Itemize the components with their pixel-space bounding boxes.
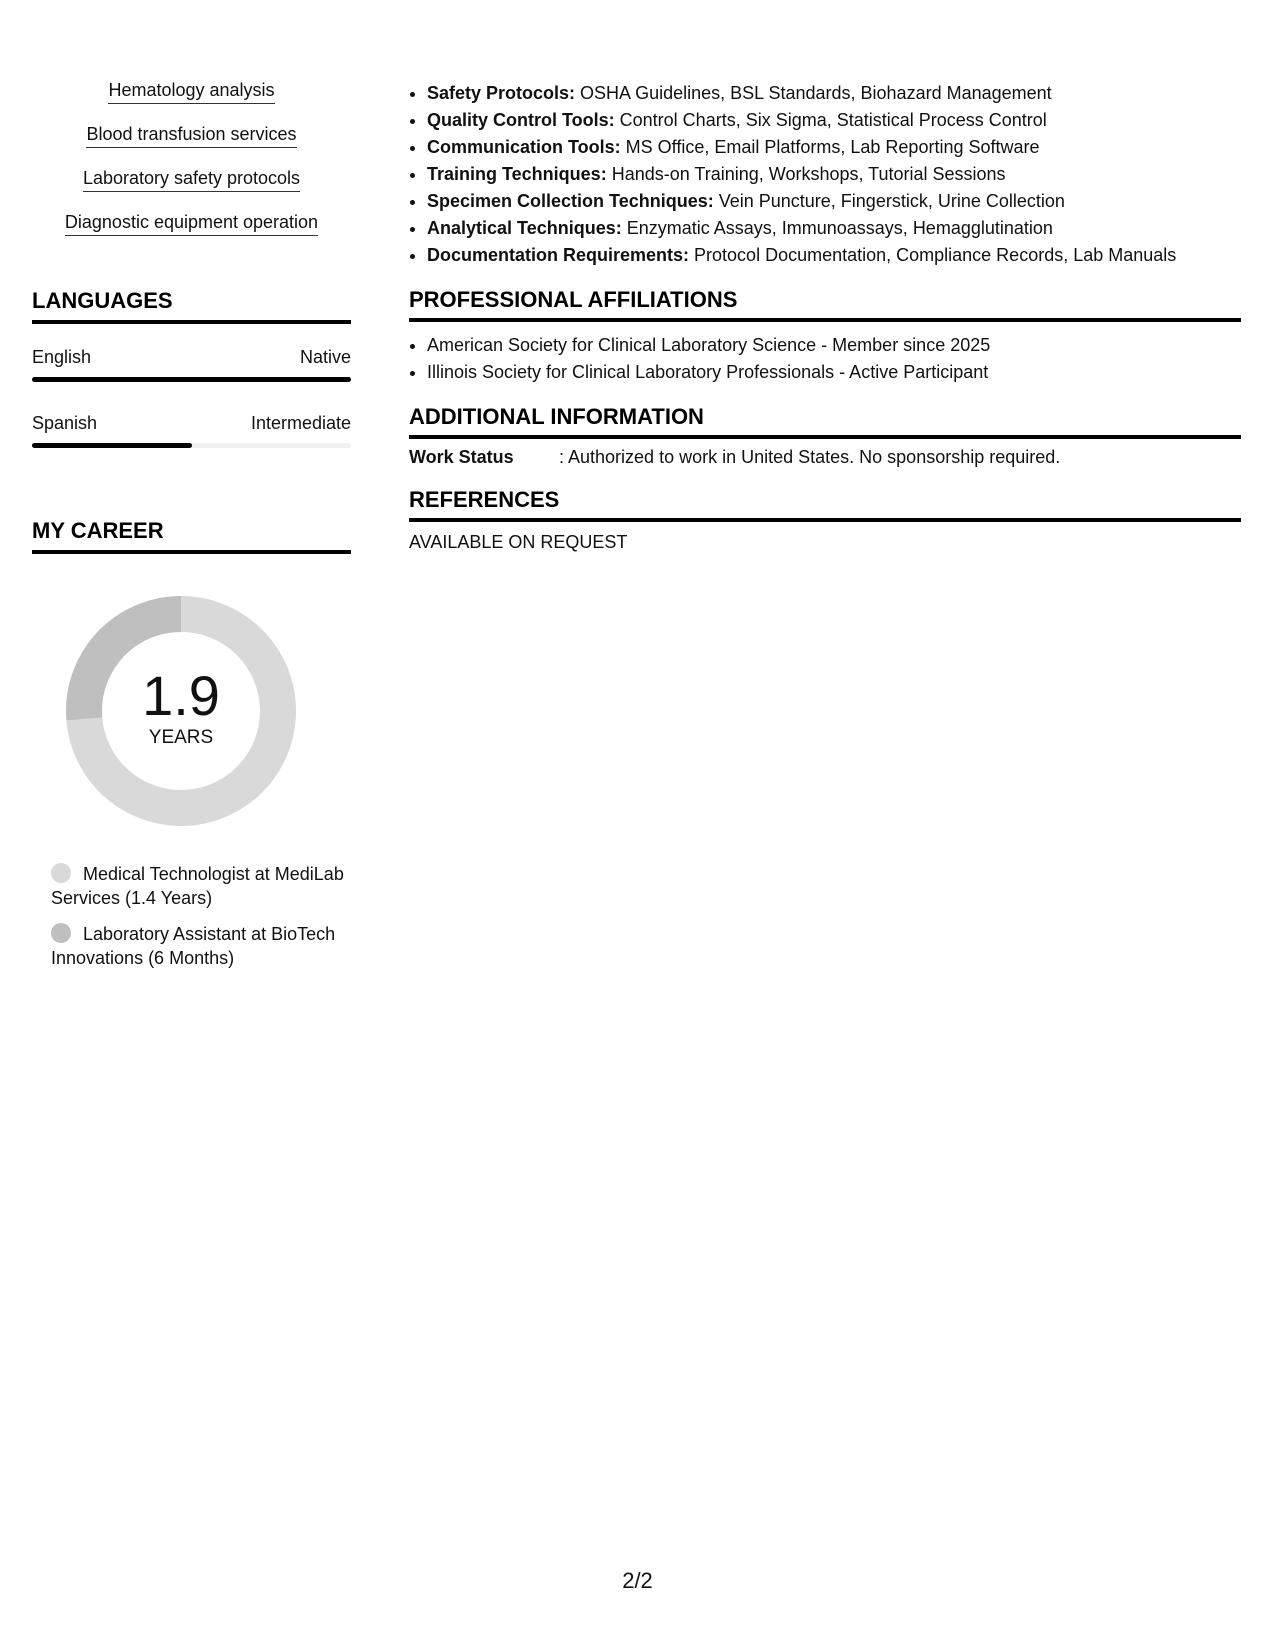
skill-tag: Blood transfusion services	[86, 124, 296, 148]
career-donut-chart	[66, 596, 296, 826]
list-item	[427, 188, 1241, 215]
language-level: Native	[299, 347, 351, 367]
language-level: Intermediate	[250, 413, 351, 433]
list-item	[427, 242, 1241, 269]
skill-label: Communication Tools:	[427, 137, 621, 157]
work-status-row	[409, 445, 1241, 469]
languages-heading: LANGUAGES	[32, 288, 351, 324]
work-status-value: : Authorized to work in United States. No sponsorship required.	[559, 447, 1061, 467]
technical-skills-list	[409, 80, 1241, 269]
language-row-english	[32, 346, 351, 382]
donut-center	[66, 596, 296, 826]
career-total-unit: YEARS	[148, 727, 214, 748]
language-name: English	[32, 347, 92, 367]
skill-text: MS Office, Email Platforms, Lab Reporting Software	[620, 137, 1040, 157]
legend-label: Medical Technologist at MediLab Services (1.4 Years)	[51, 864, 344, 908]
skill-text: Enzymatic Assays, Immunoassays, Hemagglutination	[621, 218, 1053, 238]
left-column	[32, 80, 351, 982]
list-item	[427, 215, 1241, 242]
skill-tag: Diagnostic equipment operation	[65, 212, 318, 236]
language-bar-track	[32, 377, 351, 382]
references-heading: REFERENCES	[409, 487, 1241, 522]
skill-text: Vein Puncture, Fingerstick, Urine Collection	[713, 191, 1065, 211]
career-heading: MY CAREER	[32, 518, 351, 554]
language-bar-fill	[32, 377, 351, 382]
affiliations-list	[409, 332, 1241, 386]
legend-dot-icon	[51, 863, 71, 883]
legend-label: Laboratory Assistant at BioTech Innovations (6 Months)	[51, 924, 336, 968]
references-text: AVAILABLE ON REQUEST	[409, 532, 628, 552]
list-item	[427, 161, 1241, 188]
legend-item	[51, 922, 351, 970]
work-status-label: Work Status	[409, 447, 514, 467]
skill-text: Control Charts, Six Sigma, Statistical Process Control	[614, 110, 1047, 130]
skill-label: Safety Protocols:	[427, 83, 576, 103]
language-bar-track	[32, 443, 351, 448]
skill-label: Specimen Collection Techniques:	[427, 191, 714, 211]
language-name: Spanish	[32, 413, 98, 433]
list-item	[427, 134, 1241, 161]
page-number: 2/2	[622, 1568, 653, 1593]
career-total-value: 1.9	[142, 664, 220, 727]
skill-label: Quality Control Tools:	[427, 110, 615, 130]
skill-text: Protocol Documentation, Compliance Records, Lab Manuals	[689, 245, 1177, 265]
skill-label: Documentation Requirements:	[427, 245, 690, 265]
language-bar-fill	[32, 443, 192, 448]
skill-label: Analytical Techniques:	[427, 218, 622, 238]
list-item: • American Society for Clinical Laboratory Science - Member since 2025	[427, 332, 1241, 359]
skill-tag-list	[32, 80, 351, 256]
additional-info-heading: ADDITIONAL INFORMATION	[409, 404, 1241, 439]
legend-item	[51, 862, 351, 910]
list-item: • Illinois Society for Clinical Laboratory Professionals - Active Participant	[427, 359, 1241, 386]
skill-tag: Hematology analysis	[108, 80, 274, 104]
career-legend	[51, 862, 351, 970]
skill-text: OSHA Guidelines, BSL Standards, Biohazard Management	[575, 83, 1052, 103]
legend-dot-icon	[51, 923, 71, 943]
skill-tag: Laboratory safety protocols	[83, 168, 300, 192]
list-item	[427, 80, 1241, 107]
skill-text: Hands-on Training, Workshops, Tutorial Sessions	[606, 164, 1006, 184]
affiliations-heading: PROFESSIONAL AFFILIATIONS	[409, 287, 1241, 322]
skill-label: Training Techniques:	[427, 164, 607, 184]
list-item	[427, 107, 1241, 134]
language-row-spanish	[32, 412, 351, 448]
right-column	[409, 80, 1241, 553]
